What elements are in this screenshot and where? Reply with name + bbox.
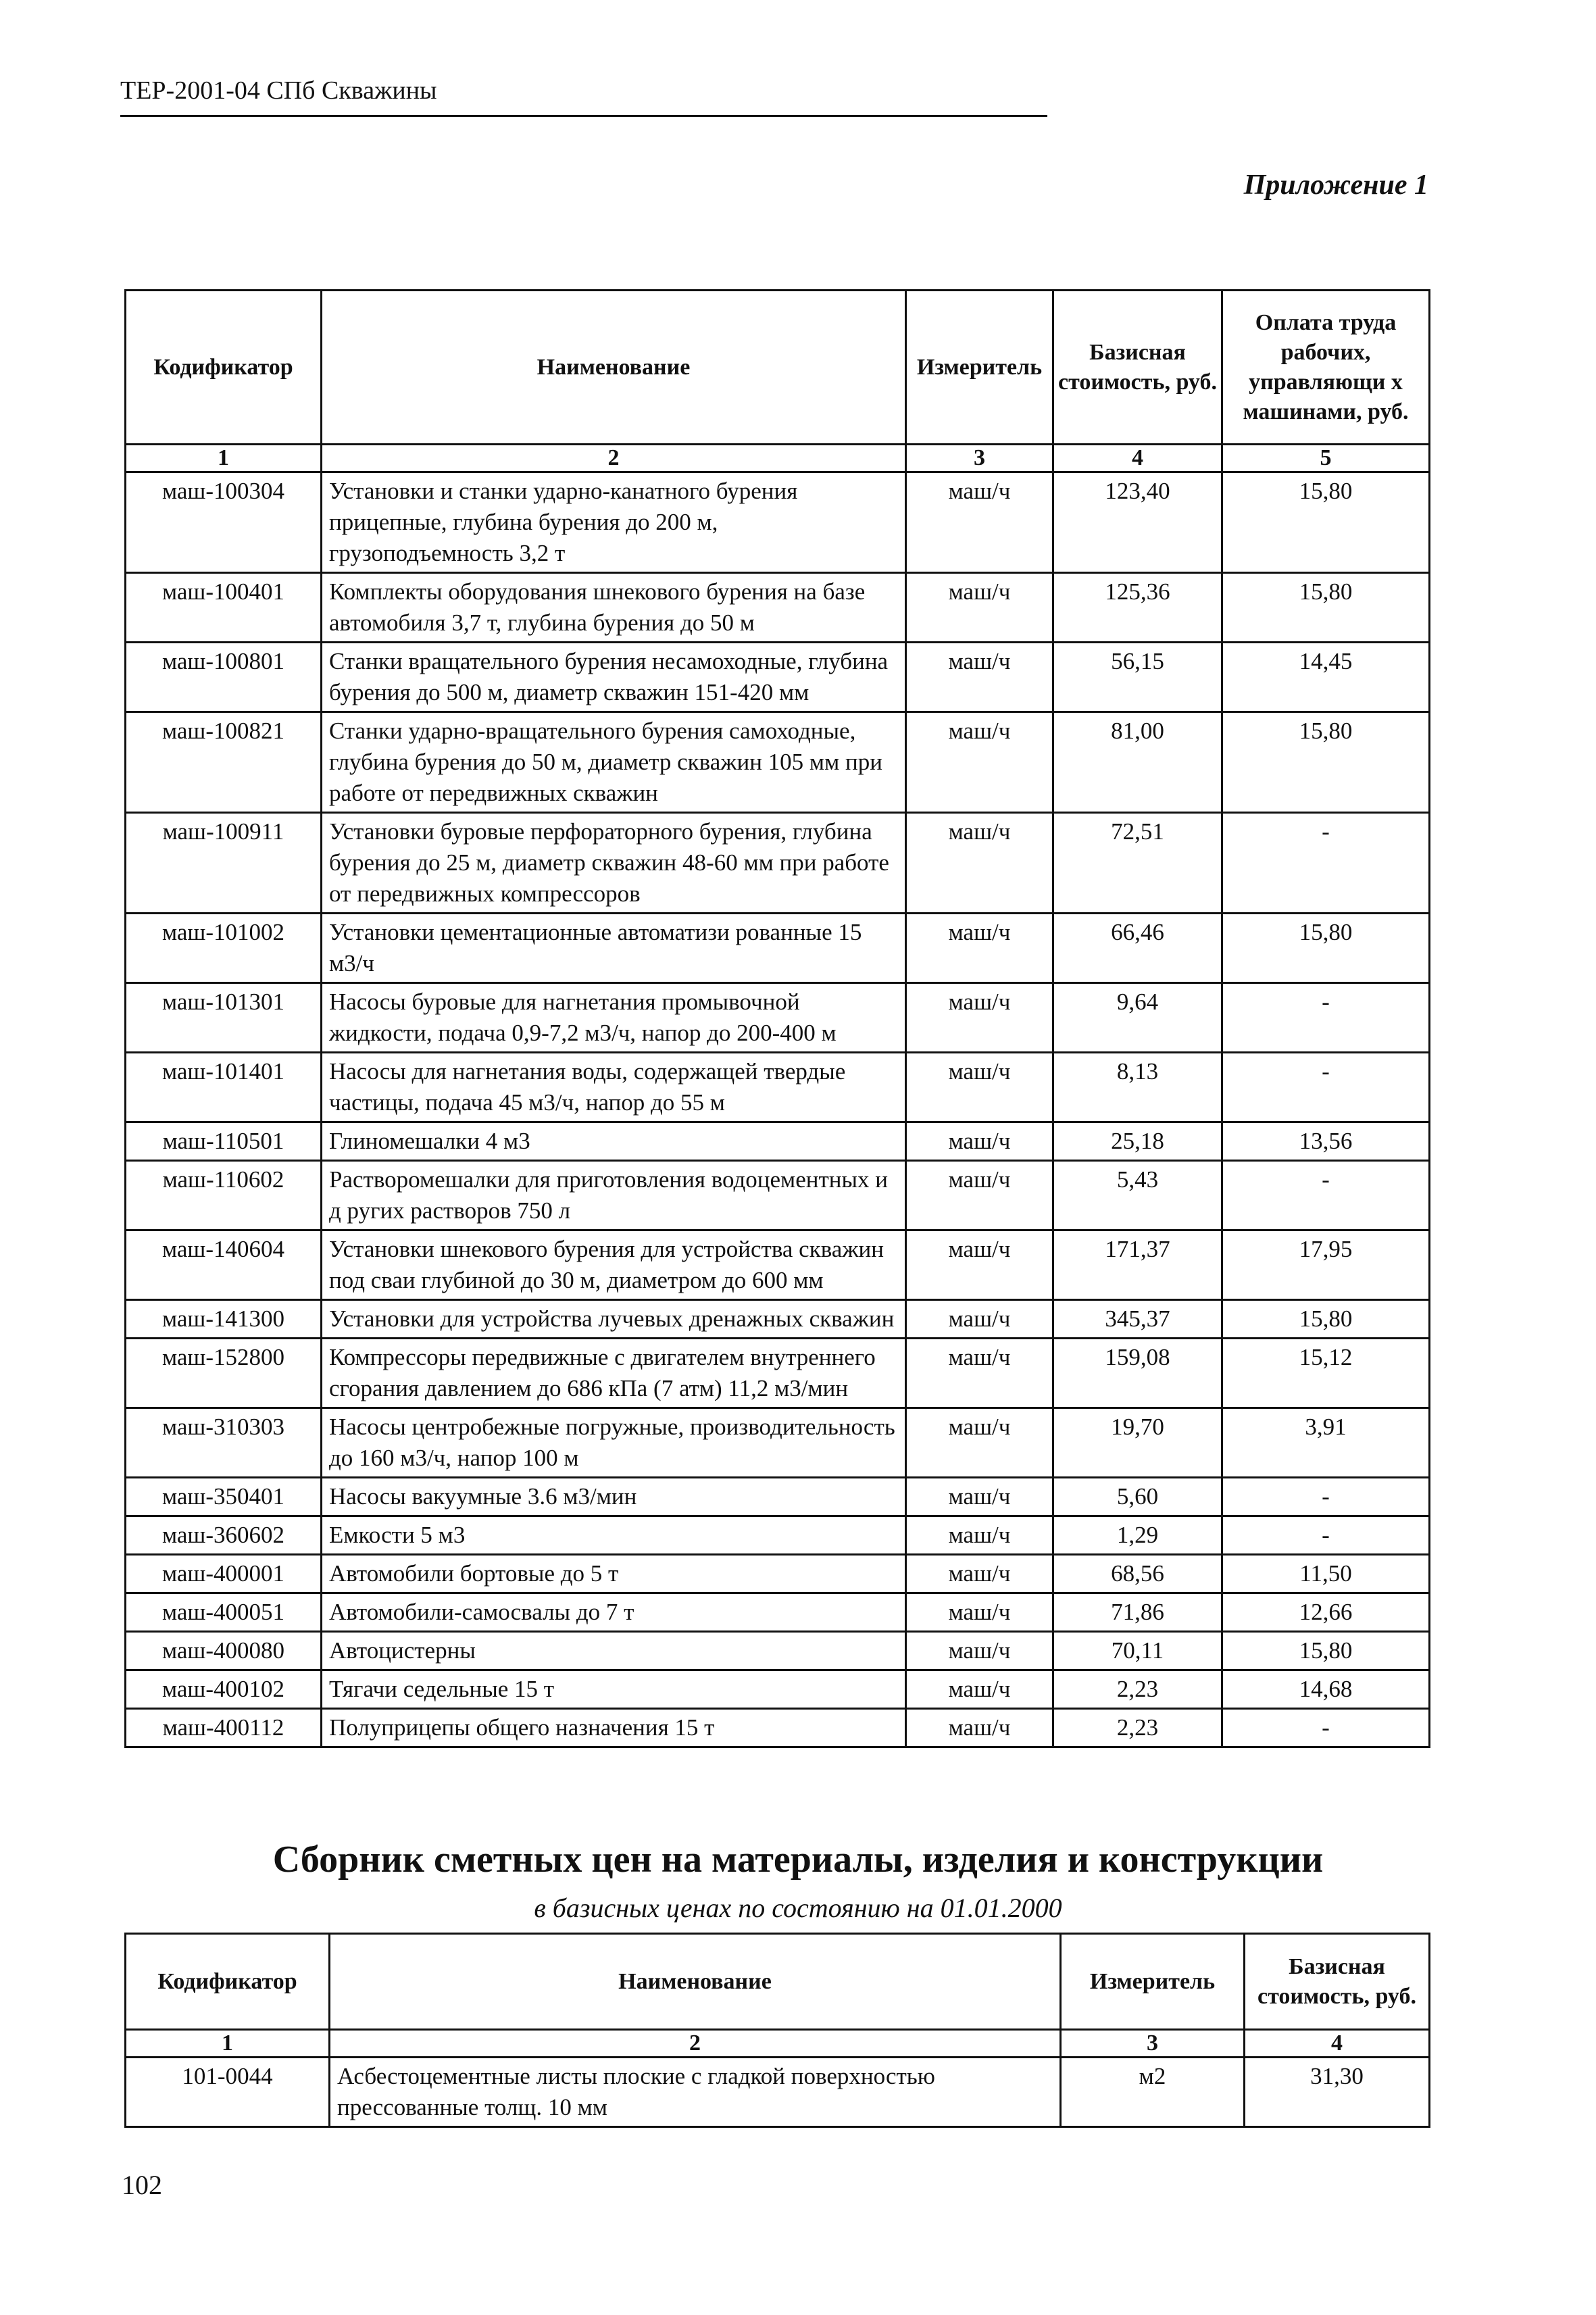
column-number: 4 <box>1053 445 1222 472</box>
table-row <box>126 1230 1430 1300</box>
cell-name: Насосы вакуумные 3.6 м3/мин <box>322 1478 906 1516</box>
cell-unit: маш/ч <box>906 983 1053 1053</box>
column-number: 2 <box>330 2030 1061 2058</box>
cell-name: Автомобили-самосвалы до 7 т <box>322 1593 906 1632</box>
cell-code: маш-400051 <box>126 1593 322 1632</box>
cell-unit: маш/ч <box>906 1478 1053 1516</box>
table-row <box>126 1339 1430 1408</box>
header-cell-cost: Базисная стоимость, руб. <box>1053 291 1222 445</box>
table-row <box>126 1670 1430 1709</box>
cell-name: Установки шнекового бурения для устройства скважин под сваи глубиной до 30 м, диаметром до 600 мм <box>322 1230 906 1300</box>
cell-name: Автоцистерны <box>322 1632 906 1670</box>
table-row <box>126 1053 1430 1122</box>
header-cell-code: Кодификатор <box>126 291 322 445</box>
table-row <box>126 813 1430 914</box>
cell-name: Установки буровые перфораторного бурения, глубина бурения до 25 м, диаметр скважин 48-60 мм при работе от передвижных компрессоров <box>322 813 906 914</box>
cell-labor: 15,80 <box>1222 1632 1430 1670</box>
cell-code: маш-101401 <box>126 1053 322 1122</box>
cell-cost: 68,56 <box>1053 1555 1222 1593</box>
table-row <box>126 1408 1430 1478</box>
cell-cost: 9,64 <box>1053 983 1222 1053</box>
cell-name: Растворомешалки для приготовления водоцементных и д ругих растворов 750 л <box>322 1161 906 1230</box>
cell-unit: маш/ч <box>906 914 1053 983</box>
cell-unit: маш/ч <box>906 643 1053 712</box>
cell-name: Насосы буровые для нагнетания промывочной жидкости, подача 0,9-7,2 м3/ч, напор до 200-400 м <box>322 983 906 1053</box>
cell-labor: - <box>1222 1053 1430 1122</box>
cell-cost: 71,86 <box>1053 1593 1222 1632</box>
cell-name: Насосы центробежные погружные, производительность до 160 м3/ч, напор 100 м <box>322 1408 906 1478</box>
cell-code: маш-100801 <box>126 643 322 712</box>
cell-labor: 14,68 <box>1222 1670 1430 1709</box>
cell-labor: - <box>1222 1709 1430 1747</box>
machines-table <box>124 289 1430 1748</box>
cell-name: Емкости 5 м3 <box>322 1516 906 1555</box>
cell-cost: 66,46 <box>1053 914 1222 983</box>
cell-labor: - <box>1222 1161 1430 1230</box>
appendix-label: Приложение 1 <box>1243 170 1428 201</box>
cell-unit: маш/ч <box>906 1709 1053 1747</box>
table-row <box>126 1632 1430 1670</box>
cell-cost: 25,18 <box>1053 1122 1222 1161</box>
cell-cost: 81,00 <box>1053 712 1222 813</box>
cell-name: Станки ударно-вращательного бурения самоходные, глубина бурения до 50 м, диаметр скважин 105 мм при работе от передвижных скважин <box>322 712 906 813</box>
header-cell-labor: Оплата труда рабочих, управляющи х машинами, руб. <box>1222 291 1430 445</box>
column-number-row <box>126 445 1430 472</box>
column-number-row <box>126 2030 1430 2058</box>
materials-header-row <box>126 1934 1430 2030</box>
table-row <box>126 472 1430 573</box>
cell-unit: маш/ч <box>906 1300 1053 1339</box>
cell-code: маш-101002 <box>126 914 322 983</box>
cell-unit: маш/ч <box>906 1555 1053 1593</box>
cell-cost: 56,15 <box>1053 643 1222 712</box>
cell-code: маш-101301 <box>126 983 322 1053</box>
header-cell-unit: Измеритель <box>906 291 1053 445</box>
cell-name: Тягачи седельные 15 т <box>322 1670 906 1709</box>
column-number: 3 <box>906 445 1053 472</box>
column-number: 3 <box>1061 2030 1245 2058</box>
running-head: ТЕР-2001-04 СПб Скважины <box>120 76 437 105</box>
materials-section-subtitle: в базисных ценах по состоянию на 01.01.2000 <box>534 1893 1062 1923</box>
cell-cost: 8,13 <box>1053 1053 1222 1122</box>
cell-name: Установки для устройства лучевых дренажных скважин <box>322 1300 906 1339</box>
cell-cost: 345,37 <box>1053 1300 1222 1339</box>
cell-unit: маш/ч <box>906 1593 1053 1632</box>
cell-code: маш-100821 <box>126 712 322 813</box>
cell-code: маш-100911 <box>126 813 322 914</box>
table-row <box>126 1555 1430 1593</box>
table-row <box>126 1300 1430 1339</box>
header-rule <box>120 115 1047 117</box>
cell-code: маш-110602 <box>126 1161 322 1230</box>
cell-unit: маш/ч <box>906 472 1053 573</box>
table-row <box>126 914 1430 983</box>
cell-unit: маш/ч <box>906 712 1053 813</box>
cell-cost: 5,43 <box>1053 1161 1222 1230</box>
cell-labor: 13,56 <box>1222 1122 1430 1161</box>
table-row <box>126 1516 1430 1555</box>
table-row <box>126 1478 1430 1516</box>
cell-cost: 2,23 <box>1053 1670 1222 1709</box>
cell-labor: - <box>1222 1516 1430 1555</box>
cell-name: Автомобили бортовые до 5 т <box>322 1555 906 1593</box>
cell-labor: - <box>1222 1478 1430 1516</box>
table-row <box>126 573 1430 643</box>
cell-cost: 2,23 <box>1053 1709 1222 1747</box>
column-number: 1 <box>126 445 322 472</box>
header-cell-unit: Измеритель <box>1061 1934 1245 2030</box>
cell-cost: 5,60 <box>1053 1478 1222 1516</box>
cell-unit: маш/ч <box>906 573 1053 643</box>
cell-code: маш-100304 <box>126 472 322 573</box>
header-cell-code: Кодификатор <box>126 1934 330 2030</box>
cell-labor: 15,80 <box>1222 472 1430 573</box>
table-row <box>126 1161 1430 1230</box>
cell-unit: м2 <box>1061 2058 1245 2127</box>
cell-code: маш-110501 <box>126 1122 322 1161</box>
materials-section-title: Сборник сметных цен на материалы, изделия и конструкции <box>272 1839 1324 1881</box>
cell-code: маш-400001 <box>126 1555 322 1593</box>
cell-cost: 159,08 <box>1053 1339 1222 1408</box>
cell-name: Асбестоцементные листы плоские с гладкой поверхностью прессованные толщ. 10 мм <box>330 2058 1061 2127</box>
cell-code: 101-0044 <box>126 2058 330 2127</box>
cell-code: маш-350401 <box>126 1478 322 1516</box>
cell-cost: 31,30 <box>1245 2058 1430 2127</box>
cell-unit: маш/ч <box>906 1230 1053 1300</box>
cell-labor: 17,95 <box>1222 1230 1430 1300</box>
cell-unit: маш/ч <box>906 1339 1053 1408</box>
cell-code: маш-141300 <box>126 1300 322 1339</box>
cell-name: Насосы для нагнетания воды, содержащей твердые частицы, подача 45 м3/ч, напор до 55 м <box>322 1053 906 1122</box>
cell-labor: 11,50 <box>1222 1555 1430 1593</box>
cell-labor: 12,66 <box>1222 1593 1430 1632</box>
cell-cost: 19,70 <box>1053 1408 1222 1478</box>
table-row <box>126 1122 1430 1161</box>
column-number: 4 <box>1245 2030 1430 2058</box>
cell-labor: 15,80 <box>1222 573 1430 643</box>
cell-name: Глиномешалки 4 м3 <box>322 1122 906 1161</box>
cell-code: маш-400102 <box>126 1670 322 1709</box>
cell-code: маш-400112 <box>126 1709 322 1747</box>
cell-labor: 15,80 <box>1222 914 1430 983</box>
table-row <box>126 1709 1430 1747</box>
cell-cost: 171,37 <box>1053 1230 1222 1300</box>
cell-unit: маш/ч <box>906 1053 1053 1122</box>
cell-cost: 1,29 <box>1053 1516 1222 1555</box>
cell-name: Полуприцепы общего назначения 15 т <box>322 1709 906 1747</box>
cell-code: маш-152800 <box>126 1339 322 1408</box>
column-number: 2 <box>322 445 906 472</box>
cell-unit: маш/ч <box>906 1632 1053 1670</box>
cell-labor: 14,45 <box>1222 643 1430 712</box>
column-number: 5 <box>1222 445 1430 472</box>
table-row <box>126 2058 1430 2127</box>
cell-code: маш-400080 <box>126 1632 322 1670</box>
header-cell-name: Наименование <box>322 291 906 445</box>
cell-cost: 72,51 <box>1053 813 1222 914</box>
column-number: 1 <box>126 2030 330 2058</box>
cell-unit: маш/ч <box>906 1122 1053 1161</box>
cell-unit: маш/ч <box>906 813 1053 914</box>
header-cell-cost: Базисная стоимость, руб. <box>1245 1934 1430 2030</box>
machines-header-row <box>126 291 1430 445</box>
cell-unit: маш/ч <box>906 1516 1053 1555</box>
cell-code: маш-100401 <box>126 573 322 643</box>
cell-labor: 15,80 <box>1222 712 1430 813</box>
cell-name: Установки и станки ударно-канатного бурения прицепные, глубина бурения до 200 м, грузоподъемность 3,2 т <box>322 472 906 573</box>
table-row <box>126 1593 1430 1632</box>
header-cell-name: Наименование <box>330 1934 1061 2030</box>
cell-unit: маш/ч <box>906 1670 1053 1709</box>
cell-name: Установки цементационные автоматизи рованные 15 м3/ч <box>322 914 906 983</box>
cell-name: Компрессоры передвижные с двигателем внутреннего сгорания давлением до 686 кПа (7 атм) 11,2 м3/мин <box>322 1339 906 1408</box>
cell-labor: 3,91 <box>1222 1408 1430 1478</box>
page-number: 102 <box>122 2170 162 2200</box>
cell-labor: - <box>1222 813 1430 914</box>
cell-code: маш-310303 <box>126 1408 322 1478</box>
cell-cost: 125,36 <box>1053 573 1222 643</box>
cell-labor: 15,12 <box>1222 1339 1430 1408</box>
table-row <box>126 643 1430 712</box>
cell-code: маш-360602 <box>126 1516 322 1555</box>
cell-name: Комплекты оборудования шнекового бурения на базе автомобиля 3,7 т, глубина бурения до 50 м <box>322 573 906 643</box>
table-row <box>126 983 1430 1053</box>
cell-labor: - <box>1222 983 1430 1053</box>
materials-table <box>124 1933 1430 2128</box>
table-row <box>126 712 1430 813</box>
cell-unit: маш/ч <box>906 1408 1053 1478</box>
cell-cost: 70,11 <box>1053 1632 1222 1670</box>
cell-unit: маш/ч <box>906 1161 1053 1230</box>
cell-name: Станки вращательного бурения несамоходные, глубина бурения до 500 м, диаметр скважин 151-420 мм <box>322 643 906 712</box>
cell-cost: 123,40 <box>1053 472 1222 573</box>
cell-labor: 15,80 <box>1222 1300 1430 1339</box>
cell-code: маш-140604 <box>126 1230 322 1300</box>
